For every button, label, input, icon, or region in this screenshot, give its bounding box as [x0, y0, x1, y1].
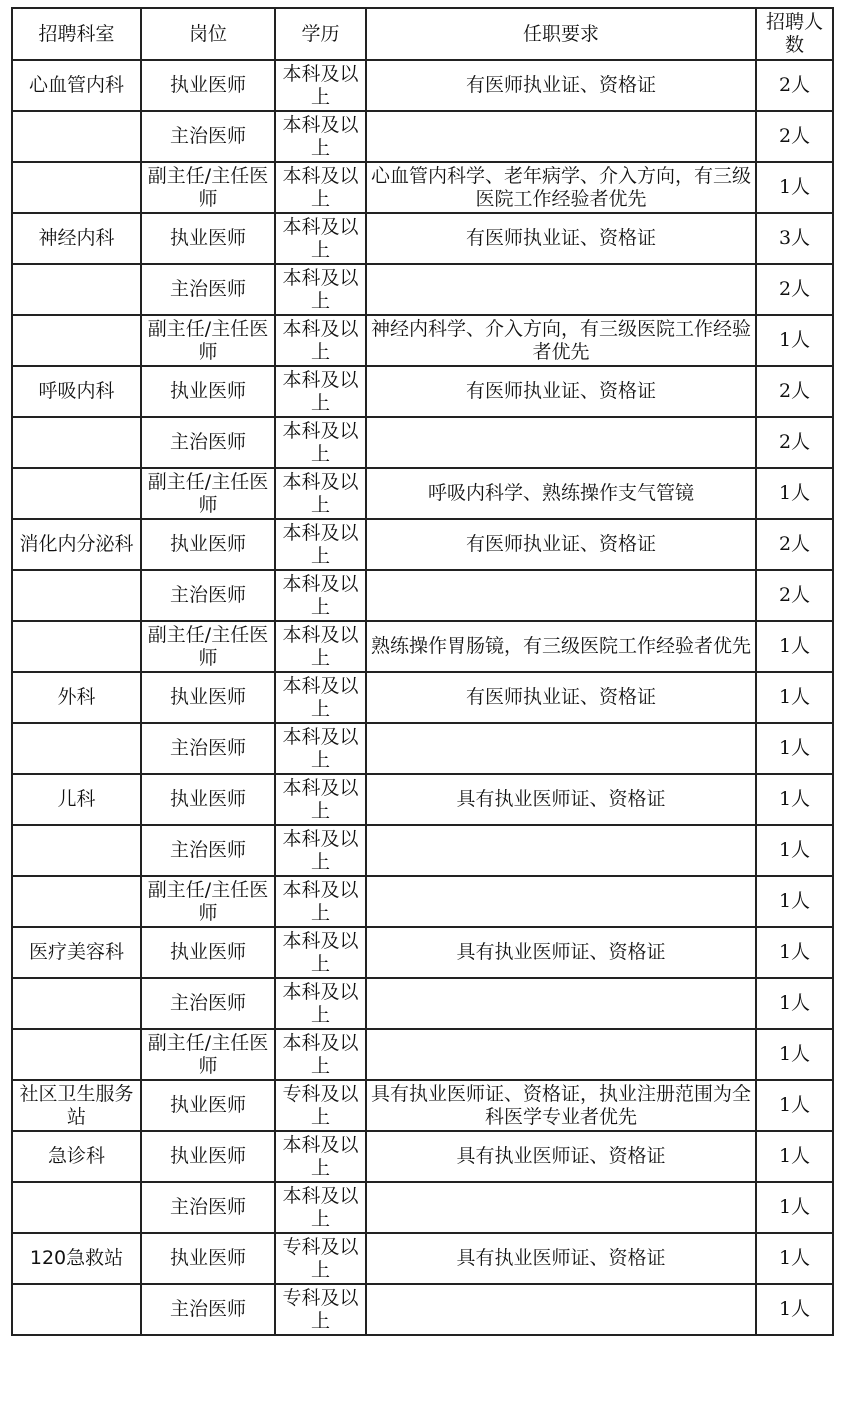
cell-education: 本科及以上	[275, 468, 366, 519]
cell-education: 本科及以上	[275, 60, 366, 111]
cell-requirement: 有医师执业证、资格证	[366, 213, 756, 264]
cell-education: 本科及以上	[275, 570, 366, 621]
cell-position: 主治医师	[141, 978, 275, 1029]
table-row	[12, 264, 833, 315]
cell-requirement: 具有执业医师证、资格证	[366, 774, 756, 825]
cell-requirement: 熟练操作胃肠镜，有三级医院工作经验者优先	[366, 621, 756, 672]
cell-education: 本科及以上	[275, 825, 366, 876]
header-requirement: 任职要求	[366, 8, 756, 60]
cell-requirement: 有医师执业证、资格证	[366, 60, 756, 111]
cell-dept	[12, 621, 141, 672]
cell-education: 本科及以上	[275, 519, 366, 570]
cell-count: 2人	[756, 366, 833, 417]
table-row	[12, 1029, 833, 1080]
table-row	[12, 162, 833, 213]
cell-dept	[12, 315, 141, 366]
cell-dept: 120急救站	[12, 1233, 141, 1284]
cell-dept	[12, 162, 141, 213]
cell-dept	[12, 978, 141, 1029]
cell-position: 执业医师	[141, 1131, 275, 1182]
cell-education: 本科及以上	[275, 1182, 366, 1233]
cell-education: 本科及以上	[275, 111, 366, 162]
cell-position: 主治医师	[141, 825, 275, 876]
table-row	[12, 1131, 833, 1182]
cell-count: 1人	[756, 1182, 833, 1233]
cell-count: 1人	[756, 825, 833, 876]
cell-education: 专科及以上	[275, 1233, 366, 1284]
table-header	[12, 8, 833, 60]
table-row	[12, 1284, 833, 1335]
cell-position: 主治医师	[141, 264, 275, 315]
table-row	[12, 723, 833, 774]
cell-dept	[12, 111, 141, 162]
cell-count: 1人	[756, 1233, 833, 1284]
table-row	[12, 876, 833, 927]
cell-requirement: 具有执业医师证、资格证	[366, 1131, 756, 1182]
cell-requirement: 呼吸内科学、熟练操作支气管镜	[366, 468, 756, 519]
cell-position: 执业医师	[141, 519, 275, 570]
cell-dept: 急诊科	[12, 1131, 141, 1182]
table-row	[12, 468, 833, 519]
table-row	[12, 825, 833, 876]
cell-position: 执业医师	[141, 1080, 275, 1131]
cell-requirement	[366, 570, 756, 621]
table-row	[12, 417, 833, 468]
cell-count: 1人	[756, 162, 833, 213]
cell-requirement	[366, 978, 756, 1029]
cell-position: 主治医师	[141, 570, 275, 621]
cell-dept	[12, 1029, 141, 1080]
cell-requirement	[366, 1182, 756, 1233]
cell-count: 1人	[756, 774, 833, 825]
cell-education: 专科及以上	[275, 1284, 366, 1335]
header-count: 招聘人数	[756, 8, 833, 60]
cell-dept	[12, 876, 141, 927]
cell-position: 副主任/主任医师	[141, 315, 275, 366]
cell-position: 执业医师	[141, 927, 275, 978]
cell-dept	[12, 468, 141, 519]
cell-count: 1人	[756, 1029, 833, 1080]
cell-education: 本科及以上	[275, 213, 366, 264]
cell-position: 副主任/主任医师	[141, 468, 275, 519]
cell-education: 本科及以上	[275, 723, 366, 774]
cell-requirement: 神经内科学、介入方向，有三级医院工作经验者优先	[366, 315, 756, 366]
cell-position: 执业医师	[141, 213, 275, 264]
table-row	[12, 213, 833, 264]
cell-position: 副主任/主任医师	[141, 621, 275, 672]
header-position: 岗位	[141, 8, 275, 60]
cell-position: 执业医师	[141, 60, 275, 111]
table-row	[12, 111, 833, 162]
cell-count: 2人	[756, 60, 833, 111]
cell-position: 执业医师	[141, 366, 275, 417]
cell-dept	[12, 1284, 141, 1335]
cell-education: 本科及以上	[275, 366, 366, 417]
cell-count: 1人	[756, 1080, 833, 1131]
cell-position: 执业医师	[141, 672, 275, 723]
table-row	[12, 519, 833, 570]
cell-education: 本科及以上	[275, 315, 366, 366]
cell-requirement: 有医师执业证、资格证	[366, 519, 756, 570]
cell-requirement	[366, 1284, 756, 1335]
cell-count: 1人	[756, 876, 833, 927]
cell-requirement: 有医师执业证、资格证	[366, 672, 756, 723]
cell-position: 主治医师	[141, 723, 275, 774]
table-row	[12, 621, 833, 672]
cell-requirement: 具有执业医师证、资格证	[366, 927, 756, 978]
table-row	[12, 1182, 833, 1233]
cell-dept	[12, 570, 141, 621]
cell-count: 2人	[756, 519, 833, 570]
cell-position: 主治医师	[141, 1284, 275, 1335]
recruitment-table	[11, 7, 834, 1336]
cell-education: 本科及以上	[275, 978, 366, 1029]
table-row	[12, 672, 833, 723]
table-body	[12, 60, 833, 1335]
cell-requirement: 具有执业医师证、资格证，执业注册范围为全科医学专业者优先	[366, 1080, 756, 1131]
cell-dept: 外科	[12, 672, 141, 723]
cell-count: 1人	[756, 927, 833, 978]
cell-count: 1人	[756, 315, 833, 366]
cell-dept	[12, 417, 141, 468]
cell-position: 副主任/主任医师	[141, 1029, 275, 1080]
table-row	[12, 1080, 833, 1131]
cell-dept	[12, 1182, 141, 1233]
cell-dept	[12, 264, 141, 315]
cell-education: 本科及以上	[275, 417, 366, 468]
cell-education: 本科及以上	[275, 621, 366, 672]
cell-requirement	[366, 825, 756, 876]
cell-dept	[12, 723, 141, 774]
cell-education: 本科及以上	[275, 927, 366, 978]
cell-position: 主治医师	[141, 417, 275, 468]
cell-count: 2人	[756, 111, 833, 162]
cell-dept: 儿科	[12, 774, 141, 825]
cell-education: 本科及以上	[275, 774, 366, 825]
cell-position: 主治医师	[141, 111, 275, 162]
cell-count: 1人	[756, 723, 833, 774]
cell-education: 本科及以上	[275, 264, 366, 315]
cell-requirement	[366, 1029, 756, 1080]
table-row	[12, 570, 833, 621]
cell-count: 1人	[756, 1284, 833, 1335]
cell-dept: 社区卫生服务站	[12, 1080, 141, 1131]
table-row	[12, 1233, 833, 1284]
cell-position: 副主任/主任医师	[141, 162, 275, 213]
cell-requirement: 具有执业医师证、资格证	[366, 1233, 756, 1284]
cell-requirement: 有医师执业证、资格证	[366, 366, 756, 417]
cell-count: 1人	[756, 621, 833, 672]
cell-education: 本科及以上	[275, 876, 366, 927]
cell-education: 本科及以上	[275, 672, 366, 723]
cell-position: 副主任/主任医师	[141, 876, 275, 927]
cell-requirement	[366, 264, 756, 315]
cell-requirement: 心血管内科学、老年病学、介入方向，有三级医院工作经验者优先	[366, 162, 756, 213]
table-row	[12, 978, 833, 1029]
table-row	[12, 60, 833, 111]
cell-dept: 医疗美容科	[12, 927, 141, 978]
table-row	[12, 774, 833, 825]
cell-position: 主治医师	[141, 1182, 275, 1233]
cell-count: 3人	[756, 213, 833, 264]
table-row	[12, 927, 833, 978]
cell-requirement	[366, 876, 756, 927]
cell-dept: 心血管内科	[12, 60, 141, 111]
cell-dept: 呼吸内科	[12, 366, 141, 417]
cell-education: 本科及以上	[275, 1029, 366, 1080]
cell-count: 1人	[756, 1131, 833, 1182]
header-dept: 招聘科室	[12, 8, 141, 60]
cell-dept: 消化内分泌科	[12, 519, 141, 570]
table-row	[12, 315, 833, 366]
table-row	[12, 366, 833, 417]
cell-count: 2人	[756, 570, 833, 621]
cell-dept	[12, 825, 141, 876]
cell-count: 1人	[756, 672, 833, 723]
header-education: 学历	[275, 8, 366, 60]
cell-requirement	[366, 417, 756, 468]
cell-education: 本科及以上	[275, 162, 366, 213]
cell-requirement	[366, 111, 756, 162]
cell-position: 执业医师	[141, 774, 275, 825]
cell-count: 1人	[756, 978, 833, 1029]
cell-education: 专科及以上	[275, 1080, 366, 1131]
cell-count: 2人	[756, 264, 833, 315]
cell-dept: 神经内科	[12, 213, 141, 264]
cell-requirement	[366, 723, 756, 774]
cell-count: 2人	[756, 417, 833, 468]
cell-position: 执业医师	[141, 1233, 275, 1284]
cell-education: 本科及以上	[275, 1131, 366, 1182]
cell-count: 1人	[756, 468, 833, 519]
header-row	[12, 8, 833, 60]
